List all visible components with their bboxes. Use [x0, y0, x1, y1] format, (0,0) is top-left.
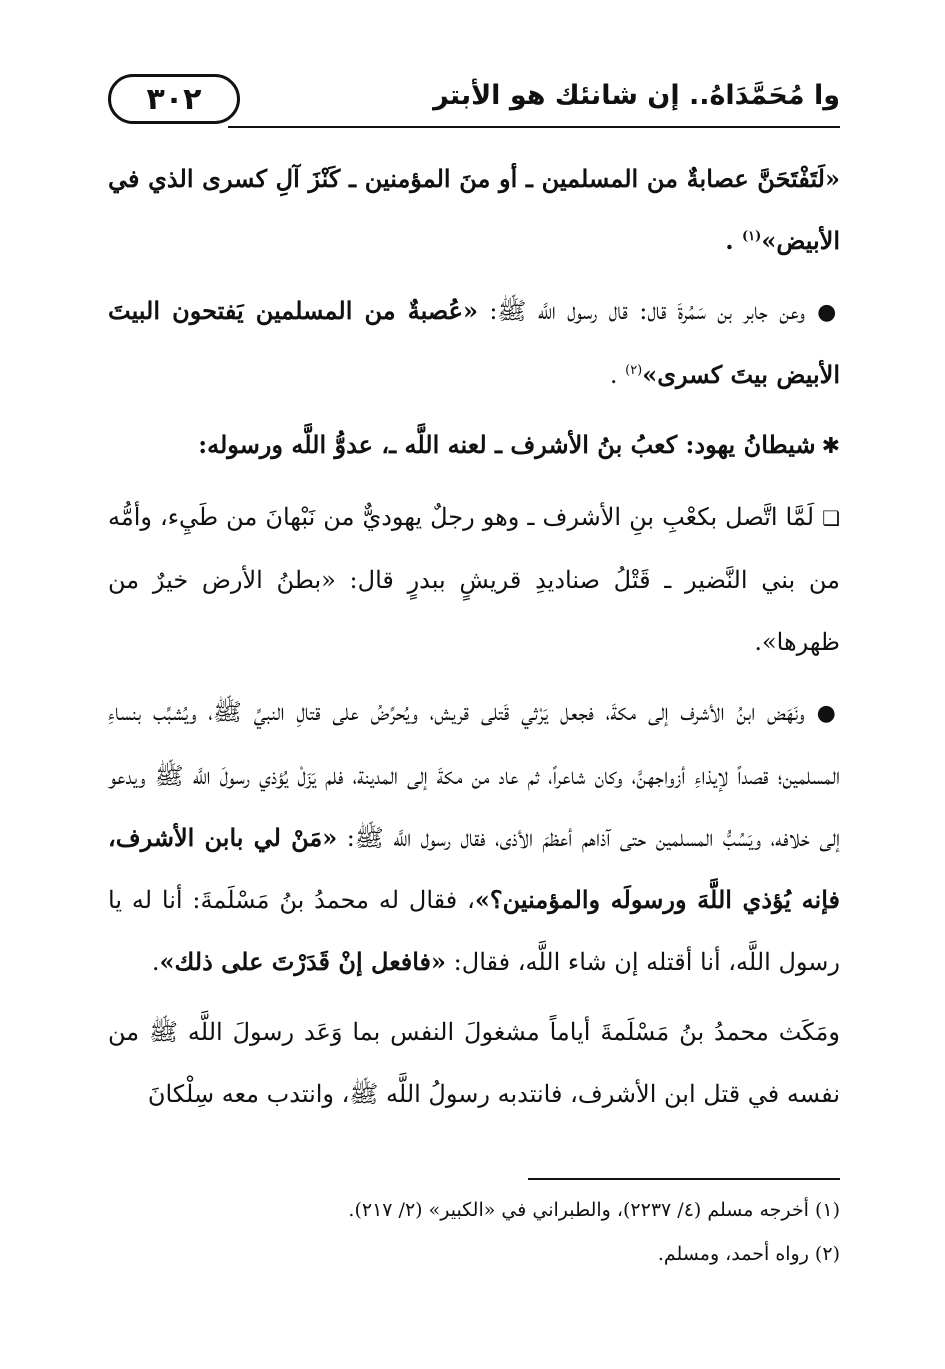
bullet-icon: ● — [817, 300, 840, 325]
paragraph-4-text: ونَهَض ابنُ الأشرف إلى مكةَ، فجعل يَرْثي قَتلى قريش، ويُحرِّضُ على قتالِ النبيِّ ﷺ، ويُشبِّب بنساءِ المسلمين؛ قصداً لإيذاءِ أزواجهنَّ، وكان شاعراً، ثم عاد من مكةَ إلى المدينة، فلم يَزَلْ يُؤذي رسولَ اللَّه ﷺ ويدعو إلى خلافه، ويَسُبُّ المسلمين حتى آذاهم أعظمَ الأذى، فقال رسول اللَّه ﷺ: — [108, 698, 840, 852]
narration-lead: وعن جابر بن سَمُرةَ قال: قال رسول اللَّه ﷺ: — [489, 297, 806, 325]
page-number: ٣٠٢ — [108, 74, 240, 124]
paragraph-3 — [108, 486, 840, 673]
footnote-ref-2: (٢) — [625, 363, 643, 378]
hadith-paragraph-2: ●وعن جابر بن سَمُرةَ قال: قال رسول اللَّه ﷺ: «عُصبةٌ من المسلمين يَفتحون البيتَ الأبيض بيتَ كسرى»$^{(٢)}$ . — [108, 296, 840, 389]
section-heading-text: شيطانُ يهود: كعبُ بنُ الأشرف ـ لعنه اللَّه ـ، عدوُّ اللَّه ورسوله: — [198, 430, 816, 459]
paragraph-4-middle: ، فقال له محمدُ بنُ مَسْلَمةَ: أنا له يا رسول اللَّه، أنا أقتله إن شاء اللَّه، فقال: — [108, 886, 840, 976]
hadith-quote: «مَنْ لي بابن الأشرف، فإنه يُؤذي اللَّهَ ورسولَه والمؤمنين؟» — [108, 823, 841, 914]
footnote-1: (١) أخرجه مسلم (٤/ ٢٢٣٧)، والطبراني في «الكبير» (٢/ ٢١٧). — [348, 1199, 840, 1221]
paragraph-3-text: لَمَّا اتَّصل بكعْبِ بنِ الأشرف ـ وهو رجلٌ يهوديٌّ من نَبْهانَ من طَيِء، وأمُّه من بني النَّضير ـ قَتْلُ صناديدِ قريشٍ ببدرٍ قال: «بطنُ الأرض خيرٌ من ظهرها». — [108, 503, 840, 656]
running-title: وا مُحَمَّدَاهُ.. إن شانئك هو الأبتر — [433, 80, 840, 111]
paragraph-5: ومَكَث محمدُ بنُ مَسْلَمةَ أياماً مشغولَ النفس بما وَعَد رسولَ اللَّه ﷺ من نفسه في قتل ابن الأشرف، فانتدبه رسولُ اللَّه ﷺ، وانتدب معه سِلْكانَ — [108, 1018, 840, 1108]
footnotes — [108, 1188, 840, 1276]
footnote-ref-1: (١) — [742, 229, 762, 244]
star-icon: ✱ — [821, 434, 840, 459]
footnote-2: (٢) رواه أحمد، ومسلم. — [657, 1243, 840, 1265]
hadith-paragraph-1: «لَتَفْتَحَنَّ عصابةٌ من المسلمين ـ أو منَ المؤمنين ـ كَنْزَ آلِ كسرى الذي في الأبيض»$^{(١)}$ . — [108, 164, 840, 255]
paragraph-4: ●ونَهَض ابنُ الأشرف إلى مكةَ، فجعل يَرْثي قَتلى قريش، ويُحرِّضُ على قتالِ النبيِّ ﷺ، ويُشبِّب بنساءِ المسلمين؛ قصداً لإيذاءِ أزواجهنَّ، وكان شاعراً، ثم عاد من مكةَ إلى المدينة، فلم يَزَلْ يُؤذي رسولَ اللَّه ﷺ ويدعو إلى خلافه، ويَسُبُّ المسلمين حتى آذاهم أعظمَ الأذى، فقال رسول اللَّه ﷺ: «مَنْ لي بابن الأشرف، فإنه يُؤذي اللَّهَ ورسولَه والمؤمنين؟»، فقال له محمدُ بنُ مَسْلَمةَ: أنا له يا رسول اللَّه، أنا أقتله إن شاء اللَّه، فقال: «فافعل إنْ قَدَرْتَ على ذلك». — [108, 698, 841, 976]
box-icon: ❏ — [822, 506, 840, 530]
body-text — [108, 148, 840, 1125]
hadith-quote: «عُصبةٌ من المسلمين يَفتحون البيتَ الأبيض بيتَ كسرى» — [108, 296, 840, 389]
section-heading — [108, 414, 840, 478]
footnote-rule — [528, 1178, 840, 1180]
header-rule — [228, 126, 840, 128]
bullet-icon: ● — [816, 701, 840, 726]
page-header — [108, 74, 840, 132]
hadith-quote: «لَتَفْتَحَنَّ عصابةٌ من المسلمين ـ أو منَ المؤمنين ـ كَنْزَ آلِ كسرى الذي في الأبيض» — [108, 164, 840, 255]
hadith-quote: «فافعل إنْ قَدَرْتَ على ذلك» — [159, 947, 447, 976]
